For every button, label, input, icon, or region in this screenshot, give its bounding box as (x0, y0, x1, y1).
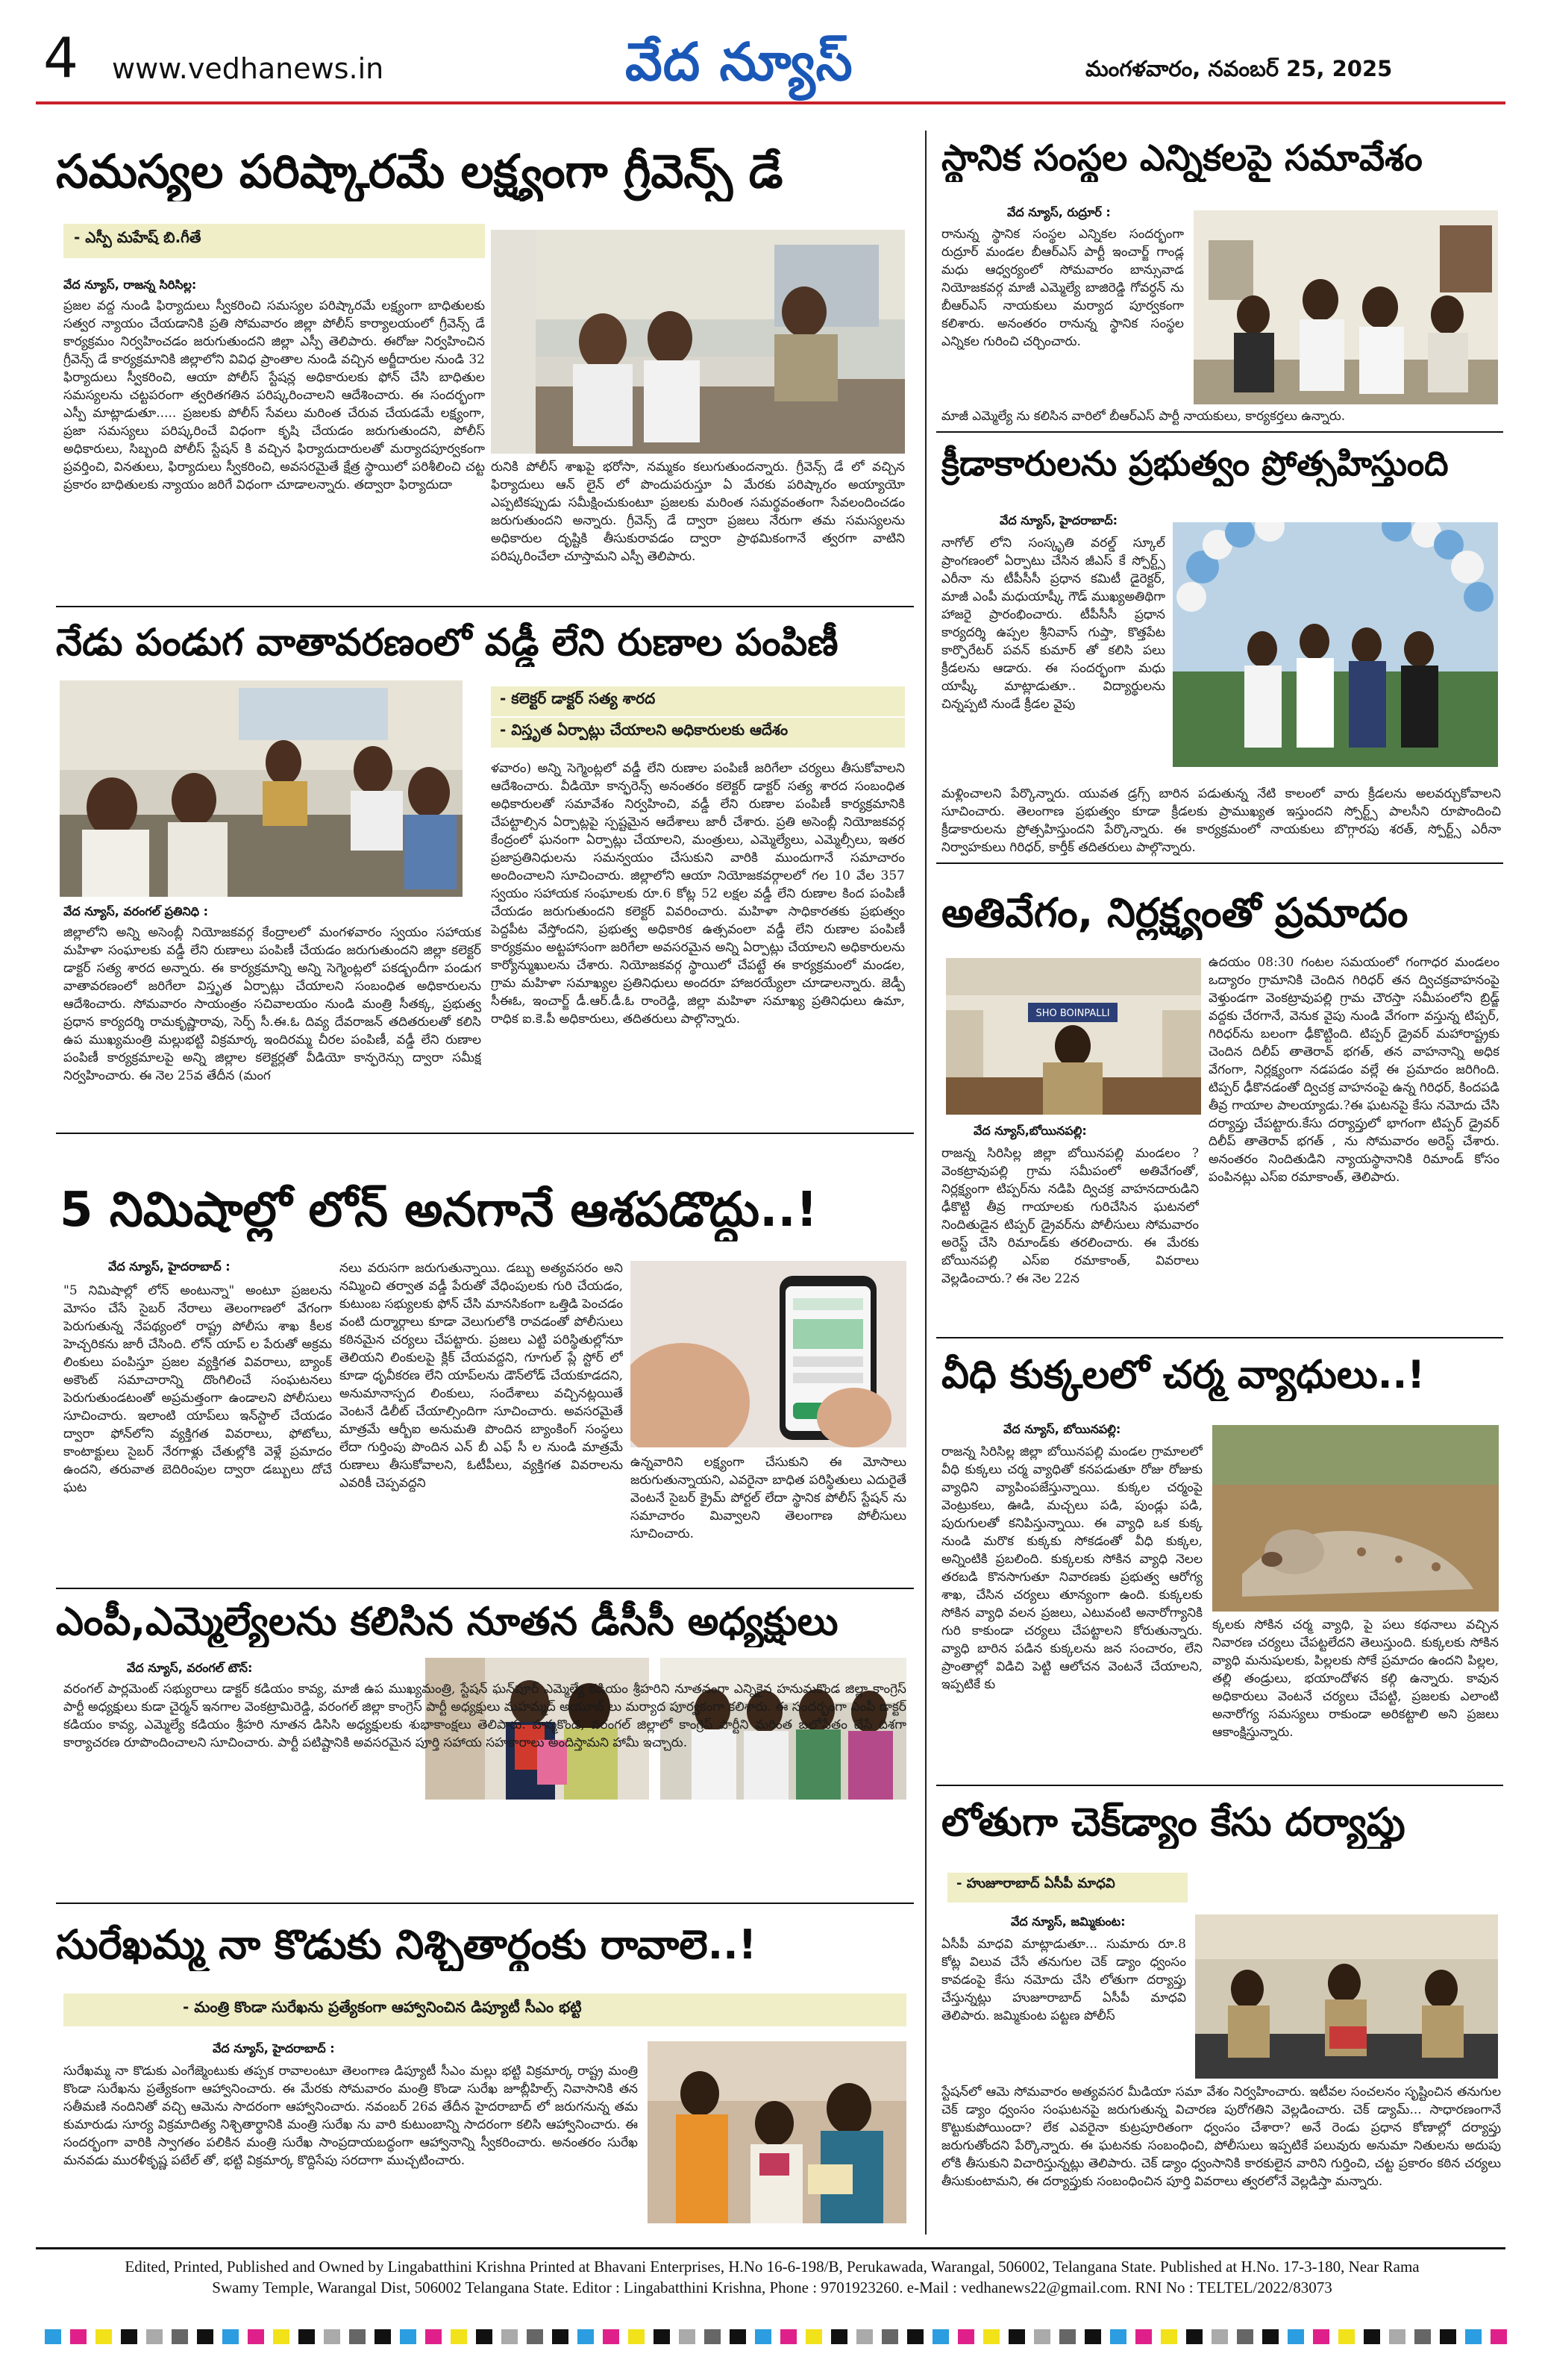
color-swatch (451, 2329, 467, 2344)
color-swatch (654, 2329, 670, 2344)
color-swatch (146, 2329, 163, 2344)
headline-accident: అతివేగం, నిర్లక్ష్యంతో ప్రమాదం (941, 889, 1408, 936)
body-grievance-right: రునికి పోలీస్ శాఖపై భరోసా, నమ్మకం కలుగుతుందన్నారు. గ్రీవెన్స్ డే లో వచ్చిన ఫిర్యాదులు ఆన్ లైన్ లో పొందుపరుస్తూ ఏ మేరకు పరిష్కారం అయ్యాయో ఎప్పటికప్పుడు సమీక్షించుకుంటూ ప్రజలకు మరింత సమర్థవంతంగా సేవలందించడం జరుగుతుందని అన్నారు. గ్రీవెన్స్ డే ద్వారా ప్రజలు నేరుగా తమ సమస్యలను అధికారుల దృష్టికి తీసుకురావడం ద్వారా ప్రాథమికంగానే త్వరగా వాటిని పరిష్కరించేలా చూస్తామని ఎస్పీ తెలిపారు. (491, 460, 905, 564)
dateline-dogs: వేద న్యూస్, బోయినపల్లి: (1003, 1422, 1121, 1436)
headline-dogs: వీధి కుక్కలలో చర్మ వ్యాధులు..! (941, 1353, 1425, 1397)
color-swatch (222, 2329, 239, 2344)
photo-dogs (1212, 1425, 1499, 1612)
dateline-local-body: వేద న్యూస్, రుద్రూర్ : (1007, 205, 1111, 219)
dateline-checkdam: వేద న్యూస్, జమ్మికుంట: (1011, 1914, 1126, 1929)
issue-date: మంగళవారం, నవంబర్ 25, 2025 (1085, 56, 1393, 81)
color-swatch (882, 2329, 898, 2344)
color-swatch (755, 2329, 771, 2344)
color-swatch (1034, 2329, 1050, 2344)
color-swatch (1364, 2329, 1380, 2344)
color-swatch (248, 2329, 264, 2344)
police-officer-photo (946, 958, 1201, 1115)
body-loan-app-col2: నలు వరుసగా జరుగుతున్నాయి. డబ్బు అత్యవసరం అని నమ్మించి తర్వాత వడ్డీ పేరుతో వేధింపులకు గురి చేయడం, కుటుంబ సభ్యులకు ఫోన్ చేసి మానసికంగా ఒత్తిడి పెంచడం వంటి దుర్మార్గాలు కూడా వెలుగులోకి రావడంతో పోలీసులు కఠినమైన చర్యలు చేపట్టారు. ప్రజలు ఎట్టి పరిస్థితుల్లోనూ తెలియని లింకులపై క్లిక్ చేయవద్దని, గూగుల్ ప్లే స్టోర్ లో కూడా ధృవీకరణ లేని యాప్‌లను డౌన్‌లోడ్ చేయకూడదని, అనుమానాస్పద లింకులు, సందేశాలు వచ్చినట్లయితే వెంటనే డిలీట్ చేయాల్సిందిగా సూచించారు. అవసరమైతే మాత్రమే ఆర్బీఐ అనుమతి పొందిన బ్యాంకింగ్ సంస్థలు లేదా గుర్తింపు పొందిన ఎన్ బీ ఎఫ్ సీ ల నుండి మాత్రమే రుణాలు తీసుకోవాలని, ఓటీపీలు, వ్యక్తిగత వివరాలను ఎవరికీ చెప్పవద్దని (339, 1261, 623, 1491)
headline-local-body: స్థానిక సంస్థల ఎన్నికలపై సమావేశం (941, 137, 1423, 179)
body-surekha: సురేఖమ్మ నా కొడుకు ఎంగేజ్మెంటుకు తప్పక రావాలంటూ తెలంగాణ డిప్యూటీ సీఎం మల్లు భట్టి విక్రమార్క రాష్ట్ర మంత్రి కొండా సురేఖను ప్రత్యేకంగా ఆహ్వానించారు. ఈ మేరకు సోమవారం మంత్రి కొండా సురేఖ జూబ్లీహిల్స్ నివాసానికి తన సతీమణి నందినితో వచ్చి ఆమెను సాదరంగా ఆహ్వానించారు. నవంబర్ 26వ తేదీన హైదరాబాద్ లో జరుగనున్న తమ కుమారుడు సూర్య విక్రమాదిత్య నిశ్చితార్థానికి మంత్రి సురేఖ ను వారి కుటుంబాన్ని సాదరంగా కలిసి ఆహ్వానించారు. ఈ సందర్భంగా వారికి స్వాగతం పలికిన మంత్రి సురేఖ సాంప్రదాయబద్ధంగా ఆహ్వానాన్ని స్వీకరించారు. అనంతరం సురేఖ మనవడు మురళీకృష్ణ పటేల్ తో, భట్టి విక్రమార్క కొద్దిసేపు సరదాగా ముచ్చటించారు. (63, 2064, 638, 2168)
color-swatch (1389, 2329, 1405, 2344)
body-checkdam-left: ఏసీపీ మాధవి మాట్లాడుతూ... సుమారు రూ.8 కోట్ల విలువ చేసే తనుగుల చెక్ డ్యాం ధ్వంసం కావడంపై కేసు నమోదు చేసి లోతుగా దర్యాప్తు చేస్తున్నట్లు హుజూరాబాద్ ఏసీపీ మాధవి తెలిపారు. జమ్మికుంట పట్టణ పోలీస్ (941, 1937, 1186, 2023)
footer-rule (36, 2247, 1505, 2249)
subhead-checkdam: - హుజూరాబాద్ ఏసీపీ మాధవి (947, 1873, 1188, 1903)
color-swatch (552, 2329, 568, 2344)
column-divider (925, 131, 927, 2235)
headline-loans: నేడు పండుగ వాతావరణంలో వడ్డీ లేని రుణాల పంపిణీ (56, 621, 839, 664)
body-loans-right: ళవారం) అన్ని సెగ్మెంట్లలో వడ్డీ లేని రుణాల పంపిణీ జరిగేలా చర్యలు తీసుకోవాలని ఆదేశించారు. వీడియో కాన్ఫరెన్స్ అనంతరం కలెక్టర్ డాక్టర్ సత్య శారద సంబంధిత అధికారులతో సమావేశం నిర్వహించి, వడ్డీ లేని రుణాల పంపిణీ కార్యక్రమానికి చేపట్టాల్సిన ఏర్పాట్లపై స్పష్టమైన ఆదేశాలు జారీ చేశారు. ప్రతి అసెంబ్లీ నియోజకవర్గ కేంద్రంలో ఘనంగా ఏర్పాట్లు చేయాలని, మంత్రులు, ఎమ్మెల్యేలు, ఎమ్మెల్సీలు, ఇతర ప్రజాప్రతినిధులను సమన్వయం చేసుకుని వారికి ముందుగానే సమాచారం అందించాలని సూచించారు. జిల్లాలోని ఆయా నియోజకవర్గాలలో గల 10 వేల 357 స్వయం సహాయక సంఘాలకు రూ.6 కోట్ల 52 లక్షల వడ్డీ లేని రుణాల కింద పంపిణీ చేయడం జరుగుతుందని కలెక్టర్ వివరించారు. మహిళా సాధికారతకు ప్రభుత్వం పెద్దపీట వేస్తోందని, ప్రభుత్వ అధికారిక ఉత్సవంలా వడ్డీ లేని రుణాల పంపిణీ కార్యక్రమం అట్టహాసంగా జరిగేలా అవసరమైన అన్ని ఏర్పాట్లు చేయాలని అధికారులను కార్యోన్ముఖులను చేశారు. నియోజకవర్గ స్థాయిలో చేపట్టే ఈ కార్యక్రమంలో మండల, గ్రామ మహిళా సమాఖ్యల ప్రతినిధులు అందరూ హాజరయ్యేలా చూడాలన్నారు. జెడ్పీ సీఈఓ, ఇంచార్జ్ డీ.ఆర్.డీ.ఓ రాంరెడ్డి, జిల్లా మహిళా సమాఖ్య ప్రతినిధులు ఉమా, రాధిక ఐ.కె.పీ అధికారులు, తదితరులు పాల్గొన్నారు. (491, 761, 905, 1027)
headline-sports: క్రీడాకారులను ప్రభుత్వం ప్రోత్సహిస్తుంది (941, 443, 1449, 483)
body-dogs-right: క్కలకు సోకిన చర్మ వ్యాధి, పై పలు కథనాలు వచ్చిన నివారణ చర్యలు చేపట్టలేదని తెలుస్తుంది. కుక్కలకు సోకిన వ్యాధి మనుషులకు, పిల్లలకు సోకే ప్రమాదం ఉందని పిల్లల, తల్లి తండ్రులు, భయాందోళన కల్గి ఉన్నారు. కావున అధికారులు వెంటనే చర్యలు చేపట్టి, ప్రజలకు ఎలాంటి అనారోగ్య సమస్యలు రాకుండా అరికట్టాలి అని ప్రజలు ఆకాంక్షిస్తున్నారు. (1212, 1618, 1499, 1740)
color-swatch (1491, 2329, 1507, 2344)
color-swatch (121, 2329, 137, 2344)
color-swatch (70, 2329, 87, 2344)
color-swatch (1135, 2329, 1152, 2344)
dateline-surekha: వేద న్యూస్, హైదరాబాద్ : (213, 2041, 335, 2055)
subhead-loans-1: - కలెక్టర్ డాక్టర్ సత్య శారద (491, 686, 905, 716)
color-swatch (704, 2329, 721, 2344)
color-swatch (1009, 2329, 1025, 2344)
color-swatch (1161, 2329, 1177, 2344)
divider (56, 606, 914, 607)
color-swatch (806, 2329, 822, 2344)
color-swatch (958, 2329, 974, 2344)
dateline-sports: వేద న్యూస్, హైదరాబాద్: (1000, 513, 1118, 527)
masthead-rule (36, 101, 1505, 104)
color-swatch (476, 2329, 492, 2344)
color-swatch (527, 2329, 543, 2344)
color-bar (0, 2326, 1542, 2349)
body-dogs-left: రాజన్న సిరిసిల్ల జిల్లా బోయినపల్లి మండల గ్రామాలలో వీధి కుక్కలు చర్మ వ్యాధితో కనపడుతూ రోజు రోజుకు వ్యాధిని వ్యాపింపజేస్తున్నాయి. కుక్కల చర్మంపై వెంట్రుకలు, ఊడి, మచ్చలు పడి, పుండ్లు పడి, పురుగులతో కనిపిస్తున్నాయి. ఈ వ్యాధి ఒక కుక్క నుండి మరొక కుక్కకు సోకడంతో వీధి కుక్కల, అన్నింటికి ప్రబలింది. కుక్కలకు సోకిన వ్యాధి నెలల తరబడి కొనసాగుతూ నివారణకు ప్రభుత్వ ఆరోగ్య శాఖ, చేసిన చర్యలు తూన్యంగా ఉంది. కుక్కలకు సోకిన వ్యాధి వలన ప్రజలు, ఎటువంటి అనారోగ్యానికి గురి కాకుండా చర్యలు చేపట్టాలని కోరుతున్నారు. వ్యాధి బారిన పడిన కుక్కలను జన సంచారం, లేని ప్రాంతాల్లో విడిచి పెట్టి ఆలోచన వెంటనే చేయాలని, ఇప్పటికే కు (941, 1444, 1203, 1692)
imprint-line-1: Edited, Printed, Published and Owned by Lingabatthini Krishna Printed at Bhavani Enterprises, H.No 16-6-198/B, Perukawada, Warangal, 506002, Telangana State. Published at H.No. 17-3-180, Near Rama (125, 2258, 1420, 2276)
dateline-loans: వేద న్యూస్, వరంగల్ ప్రతినిధి : (63, 904, 208, 918)
photo-grievance (491, 230, 905, 454)
body-sports: నాగోల్ లోని సంస్కృతి వరల్డ్ స్కూల్ ప్రాంగణంలో ఏర్పాటు చేసిన జీఎస్ కే స్పోర్ట్స్ ఎరీనా ను టీపీసీసీ ప్రధాన కమిటీ డైరెక్టర్, మాజీ ఎంపీ మధుయాష్కీ గౌడ్ ముఖ్యఅతిథిగా హాజరై ప్రారంభించారు. టీపీసీసీ ప్రధాన కార్యదర్శి ఉప్పల శ్రీనివాస్ గుప్తా, కొత్తపేట కార్పొరేటర్ పవన్ కుమార్ తో కలిసి పలు క్రీడలను ఆడారు. ఈ సందర్భంగా మధు యాష్కీ మాట్లాడుతూ.. విద్యార్థులను చిన్నప్పటి నుండే క్రీడల వైపు (941, 536, 1165, 712)
color-swatch (1110, 2329, 1126, 2344)
subhead-surekha: - మంత్రి కొండా సురేఖను ప్రత్యేకంగా ఆహ్వానించిన డిప్యూటీ సీఎం భట్టి (63, 1994, 906, 2026)
color-swatch (1186, 2329, 1203, 2344)
photo-surekha (648, 2041, 906, 2223)
sports-arena-inauguration-photo (1173, 522, 1498, 767)
body-loan-app-col1: "5 నిమిషాల్లో లోన్ అంటున్నా" అంటూ ప్రజలను మోసం చేసే సైబర్ నేరాలు తెలంగాణలో వేగంగా పెరుగుతున్న నేపథ్యంలో రాష్ట్ర పోలీసు శాఖ కీలక హెచ్చరికను జారీ చేసింది. లోన్ యాప్ ల పేరుతో అక్రమ లింకులు పంపిస్తూ ప్రజల వ్యక్తిగత వివరాలు, బ్యాంక్ అకౌంట్ సమాచారాన్ని దొంగిలించే సంఘటనలు పెరుగుతుండటంతో అప్రమత్తంగా ఉండాలని పోలీసులు సూచించారు. ఇలాంటి యాప్‌లు ఇన్‌స్టాల్ చేయడం ద్వారా ఫోన్‌లోని వ్యక్తిగత వివరాలు, ఫోటోలు, కాంటాక్టులు సైబర్ నేరగాళ్లు చేతుల్లోకి వెళ్లే ప్రమాదం ఉందని, తరువాత బెదిరింపుల ద్వారా డబ్బులు దోచే ఘట (63, 1283, 332, 1495)
color-swatch (780, 2329, 797, 2344)
divider (936, 1785, 1503, 1786)
print-registration-strip (0, 2326, 1542, 2349)
masthead (0, 0, 1542, 108)
color-swatch (425, 2329, 442, 2344)
body-sports-tail: మళ్లించాలని పేర్కొన్నారు. యువత డ్రగ్స్ బారిన పడుతున్న నేటి కాలంలో వారు క్రీడలను అలవర్చుకోవాలని సూచించారు. తెలంగాణ ప్రభుత్వం కూడా క్రీడలకు ప్రాముఖ్యత ఇస్తుందని స్పోర్ట్స్ పాలసీని రూపొందించి క్రీడాకారులను ప్రోత్సహిస్తుందని పేర్కొన్నారు. ఈ కార్యక్రమంలో నాయకులు బొగ్గారపు శరత్, స్పోర్ట్స్ ఎరీనా నిర్వాహకులు గిరిధర్, కార్తీక్ తదితరులు పాల్గొన్నారు. (941, 786, 1501, 855)
color-swatch (831, 2329, 847, 2344)
dateline-dcc: వేద న్యూస్, వరంగల్ టౌన్: (127, 1661, 253, 1675)
color-swatch (501, 2329, 518, 2344)
headline-grievance: సమస్యల పరిష్కారమే లక్ష్యంగా గ్రీవెన్స్ డే (56, 144, 783, 198)
color-swatch (628, 2329, 645, 2344)
sho-sign-text: SHO BOINPALLI (1035, 1008, 1110, 1019)
headline-surekha: సురేఖమ్మ నా కొడుకు నిశ్చితార్థంకు రావాలె..! (56, 1921, 757, 1968)
color-swatch (1212, 2329, 1228, 2344)
color-swatch (856, 2329, 873, 2344)
color-swatch (907, 2329, 924, 2344)
color-swatch (1338, 2329, 1355, 2344)
color-swatch (349, 2329, 366, 2344)
photo-loans (60, 680, 463, 897)
headline-checkdam: లోతుగా చెక్‌డ్యాం కేసు దర్యాప్తు (941, 1800, 1405, 1845)
color-swatch (374, 2329, 391, 2344)
photo-accident (946, 958, 1201, 1115)
color-swatch (1313, 2329, 1329, 2344)
body-accident-left: రాజన్న సిరిసిల్ల జిల్లా బోయినపల్లి మండలం ?వెంకట్రావుపల్లి గ్రామ సమీపంలో అతివేగంతో, నిర్లక్ష్యంగా టిప్పర్‌ను నడిపి ద్విచక్ర వాహనదారుడిని ఢీకొట్టి తీవ్ర గాయాలకు గురిచేసిన ఘటనలో నిందితుడైన టిప్పర్ డ్రైవర్‌ను పోలీసులు సోమవారం అరెస్ట్ చేసి రిమాండ్‌కు తరలించారు. ఈ మేరకు బోయినపల్లి ఎస్ఐ రమాకాంత్, వివరాలు వెల్లడించారు.? ఈ నెల 22న (941, 1146, 1199, 1286)
divider (56, 1903, 914, 1904)
photo-loan-app (630, 1261, 906, 1447)
color-swatch (1059, 2329, 1076, 2344)
body-local-body: రానున్న స్థానిక సంస్థల ఎన్నికల సందర్భంగా రుద్రూర్ మండల బీఆర్ఎస్ పార్టీ ఇంచార్జ్ గాండ్ల మధు ఆధ్వర్యంలో సోమవారం బాన్సువాడ నియోజకవర్గ మాజీ ఎమ్మెల్యే బాజిరెడ్డి గోవర్ధన్ ను బీఆర్ఎస్ నాయకులు మర్యాద పూర్వకంగా కలిశారు. అనంతరం రానున్న స్థానిక సంస్థల ఎన్నికల గురించి చర్చించారు. (941, 227, 1184, 349)
phone-loan-app-photo (630, 1261, 906, 1447)
color-swatch (730, 2329, 746, 2344)
color-swatch (1085, 2329, 1101, 2344)
stray-dog-photo (1212, 1425, 1499, 1612)
photo-local-body (1194, 210, 1498, 404)
body-accident-right: ఉదయం 08:30 గంటల సమయంలో గంగాధర మండలం ఒద్యారం గ్రామానికి చెందిన గిరిధర్ తన ద్విచక్రవాహనంపై వెళ్తుండగా వెంకట్రావుపల్లి గ్రామ చౌరస్తా సమీపంలోని బ్రిడ్జ్ వద్దకు చేరగానే, వెనుక వైపు నుండి వేగంగా వస్తున్న టిప్పర్, గిరిధర్‌ను బలంగా ఢీకొట్టింది. టిప్పర్ డ్రైవర్ మహారాష్ట్రకు చెందిన దిలీప్ తాతెరావ్ భగత్, తన వాహనాన్ని అధిక వేగంగా, నిర్లక్ష్యంగా నడపడం వల్లే ఈ ప్రమాదం జరిగింది. టిప్పర్ ఢీకొనడంతో ద్విచక్ర వాహనంపై ఉన్న గిరిధర్, కిందపడి తీవ్ర గాయాల పాలయ్యాడు.?ఈ ఘటనపై కేసు నమోదు చేసి దర్యాప్తు చేపట్టారు.కేసు దర్యాప్తులో భాగంగా టిప్పర్ డ్రైవర్ దిలీప్ తాతెరావ్ భగత్ , ను సోమవారం అరెస్ట్ చేశారు. అనంతరం నిందితుడిని న్యాయస్థానానికి రిమాండ్ కోసం పంపినట్లు ఎస్ఐ రమాకాంత్, తెలిపారు. (1209, 955, 1499, 1185)
color-swatch (45, 2329, 61, 2344)
collector-meeting-photo (60, 680, 463, 897)
dateline-accident: వేద న్యూస్,బోయినపల్లి: (974, 1124, 1087, 1138)
color-swatch (197, 2329, 213, 2344)
photo-checkdam (1195, 1914, 1498, 2079)
body-local-body-tail: మాజీ ఎమ్మెల్యే ను కలిసిన వారిలో బీఆర్ఎస్ పార్టీ నాయకులు, కార్యకర్తలు ఉన్నారు. (941, 409, 1346, 424)
color-swatch (1440, 2329, 1456, 2344)
color-swatch (324, 2329, 340, 2344)
color-swatch (1414, 2329, 1431, 2344)
divider (56, 1133, 914, 1134)
surekha-invitation-photo (648, 2041, 906, 2223)
color-swatch (1288, 2329, 1304, 2344)
headline-loan-app: 5 నిమిషాల్లో లోన్ అనగానే ఆశపడొద్దు..! (60, 1183, 818, 1238)
color-swatch (1262, 2329, 1279, 2344)
newspaper-logo: వేద న్యూస్ (625, 31, 853, 93)
divider (936, 862, 1503, 864)
color-swatch (933, 2329, 949, 2344)
page-number: 4 (43, 26, 79, 90)
photo-sports (1173, 522, 1498, 767)
subhead-grievance: - ఎస్పీ మహేష్ బి.గీతే (63, 224, 485, 258)
divider (936, 1337, 1503, 1338)
imprint-line-2: Swamy Temple, Warangal Dist, 506002 Telangana State. Editor : Lingabatthini Krishna, Phone : 9701923260. e-Mail : vedhanews22@gmail.com. RNI No : TELTEL/2022/83073 (212, 2279, 1332, 2296)
color-swatch (172, 2329, 188, 2344)
body-checkdam-tail: స్టేషన్‌లో ఆమె సోమవారం అత్యవసర మీడియా సమా వేశం నిర్వహించారు. ఇటీవల సంచలనం సృష్టించిన తనుగుల చెక్ డ్యాం ధ్వంసం సంఘటనపై జరుగుతున్న విచారణ పురోగతిని వెల్లడించారు. చెక్ డ్యామ్... సాధారణంగానే కొట్టుకుపోయిందా? లేక ఎవరైనా కుట్రపూరితంగా ధ్వంసం చేశారా? అనే రెండు ప్రధాన కోణాల్లో దర్యాప్తు జరుగుతోందని పేర్కొన్నారు. ఈ ఘటనకు సంబంధించి, పోలీసులు ఇప్పటికే పలువురు అనుమా నితులను అదుపు లోకి తీసుకుని విచారిస్తున్నట్లు తెలిపారు. చెక్ డ్యాం ధ్వంసానికి కారకులైన వారిని గుర్తించి, చట్ట ప్రకారం కఠిన చర్యలు తీసుకుంటామని, ఈ దర్యాప్తుకు సంబంధించిన పూర్తి వివరాలు త్వరలోనే వెల్లడిస్తా మన్నారు. (941, 2085, 1501, 2189)
grievance-meeting-photo (491, 230, 905, 454)
body-loan-app-col3: ఉన్నవారిని లక్ష్యంగా చేసుకుని ఈ మోసాలు జరుగుతున్నాయని, ఎవరైనా బాధిత పరిస్థితులు ఎదురైతే వెంటనే సైబర్ క్రైమ్ పోర్టల్ లేదా స్థానిక పోలీస్ స్టేషన్ ను సమాచారం మివ్వాలని తెలంగాణ పోలీసులు సూచించారు. (630, 1455, 906, 1541)
body-grievance-left: ప్రజల వద్ద నుండి ఫిర్యాదులు స్వీకరించి సమస్యల పరిష్కారమే లక్ష్యంగా బాధితులకు సత్వర న్యాయం చేయడానికి ప్రతి సోమవారం జిల్లా పోలీస్ కార్యాలయంలో గ్రీవెన్స్ డే కార్యక్రమం నిర్వహించడం జరుగుతుందని జిల్లా ఎస్పీ తెలిపారు. ఈరోజు నిర్వహించిన గ్రీవెన్స్ డే కార్యక్రమానికి జిల్లాలోని వివిధ ప్రాంతాల నుండి వచ్చిన అర్జీదారుల నుండి 32 ఫిర్యాదులు స్వీకరించి, ఆయా పోలీస్ స్టేషన్ల అధికారులకు ఫోన్ చేసి బాధితుల సమస్యలను చట్టపరంగా త్వరితగతిన పరిష్కరించాలని ఆదేశించారు. ఈ సందర్భంగా ఎస్పీ మాట్లాడుతూ..... ప్రజలకు పోలీస్ సేవలు మరింత చేరువ చేయడమే లక్ష్యంగా, ప్రజా సమస్యలు పరిష్కరించే విధంగా కృషి చేయడం జరుగుతుందని, పోలీస్ అధికారులు, సిబ్బంది పోలీస్ స్టేషన్ కి వచ్చిన ఫిర్యాదుదారులతో మర్యాదపూర్వకంగా ప్రవర్తించి, వినతులు, ఫిర్యాదులు స్వీకరించి, అవసరమైతే క్షేత్ర స్థాయిలో పరిశీలించి చట్ట ప్రకారం బాధితులకు న్యాయం జరిగే విధంగా చూడాలన్నారు. తద్వారా ఫిర్యాదుదా (63, 298, 485, 492)
color-swatch (298, 2329, 315, 2344)
divider (936, 431, 1503, 433)
color-swatch (679, 2329, 695, 2344)
acp-press-meet-photo (1195, 1914, 1498, 2079)
dateline-grievance: వేద న్యూస్, రాజన్న సిరిసిల్ల: (63, 278, 197, 292)
color-swatch (400, 2329, 416, 2344)
subhead-loans-2: - విస్తృత ఏర్పాట్లు చేయాలని అధికారులకు ఆదేశం (491, 718, 905, 748)
body-dcc: వరంగల్ పార్లమెంట్ సభ్యురాలు డాక్టర్ కడియం కావ్య, మాజీ ఉప ముఖ్యమంత్రి, స్టేషన్ ఘన్‌పూర్ ఎమ్మెల్యే కడియం శ్రీహరిని నూతనంగా ఎన్నికైన హనుమకొండ జిల్లా కాంగ్రెస్ పార్టీ అధ్యక్షులు కుడా చైర్మన్ ఇనగాల వెంకట్రామిరెడ్డి, వరంగల్ జిల్లా కాంగ్రెస్ పార్టీ అధ్యక్షులు మహమ్మద్ అయూబ్ లు మర్యాద పూర్వకంగా కలిశారు. ఈ సందర్భంగా ఎంపీ డాక్టర్ కడియం కావ్య, ఎమ్మెల్యే కడియం శ్రీహరి నూతన డిసిసి అధ్యక్షులకు శుభాకాంక్షలు తెలిపారు. హన్మకొండ, వరంగల్ జిల్లాలో కాంగ్రెస్ పార్టీని మరింత బలోపేతం చేసే దిశగా కార్యాచరణ రూపొందించాలని సూచించారు. పార్టీ పటిష్టానికి అవసరమైన పూర్తి సహాయ సహకారాలు అందిస్తామని హామీ ఇచ్చారు. (63, 1682, 906, 1750)
headline-dcc: ఎంపీ,ఎమ్మెల్యేలను కలిసిన నూతన డీసీసీ అధ్యక్షులు (56, 1600, 839, 1644)
local-body-meeting-photo (1194, 210, 1498, 404)
color-swatch (1465, 2329, 1482, 2344)
color-swatch (273, 2329, 289, 2344)
body-loans-left: జిల్లాలోని అన్ని అసెంబ్లీ నియోజకవర్గ కేంద్రాలలో మంగళవారం స్వయం సహాయక మహిళా సంఘాలకు వడ్డీ లేని రుణాలు పంపిణీ చేయడం జరుగుతుందని జిల్లా కలెక్టర్ డాక్టర్ సత్య శారద అన్నారు. ఈ కార్యక్రమాన్ని అన్ని సెగ్మెంట్లలో పకడ్బందీగా పండుగ వాతావరణంలో జరిగేలా విస్తృత ఏర్పాట్లు చేయాలని సంబంధిత అధికారులను ఆదేశించారు. సోమవారం సాయంత్రం సచివాలయం నుండి మంత్రి సీతక్క, ప్రభుత్వ ప్రధాన కార్యదర్శి రామకృష్ణారావు, సెర్ప్ సీ.ఈ.ఓ దివ్య దేవరాజన్ తదితరులతో కలిసి ఉప ముఖ్యమంత్రి మల్లుభట్టి విక్రమార్క ఇందిరమ్మ చీరల పంపిణీ, వడ్డీ లేని రుణాల పంపిణీ కార్యక్రమాలపై అన్ని జిల్లాల కలెక్టర్లతో వీడియో కాన్ఫరెన్సు ద్వారా సమీక్ష నిర్వహించారు. ఈ నెల 25వ తేదీన (మంగ (63, 925, 481, 1083)
color-swatch (603, 2329, 619, 2344)
website-url[interactable]: www.vedhanews.in (112, 52, 384, 85)
color-swatch (95, 2329, 112, 2344)
color-swatch (983, 2329, 1000, 2344)
color-swatch (577, 2329, 594, 2344)
dateline-loan-app: వేద న్యూస్, హైదరాబాద్ : (108, 1259, 231, 1274)
color-swatch (1237, 2329, 1253, 2344)
divider (56, 1588, 914, 1589)
